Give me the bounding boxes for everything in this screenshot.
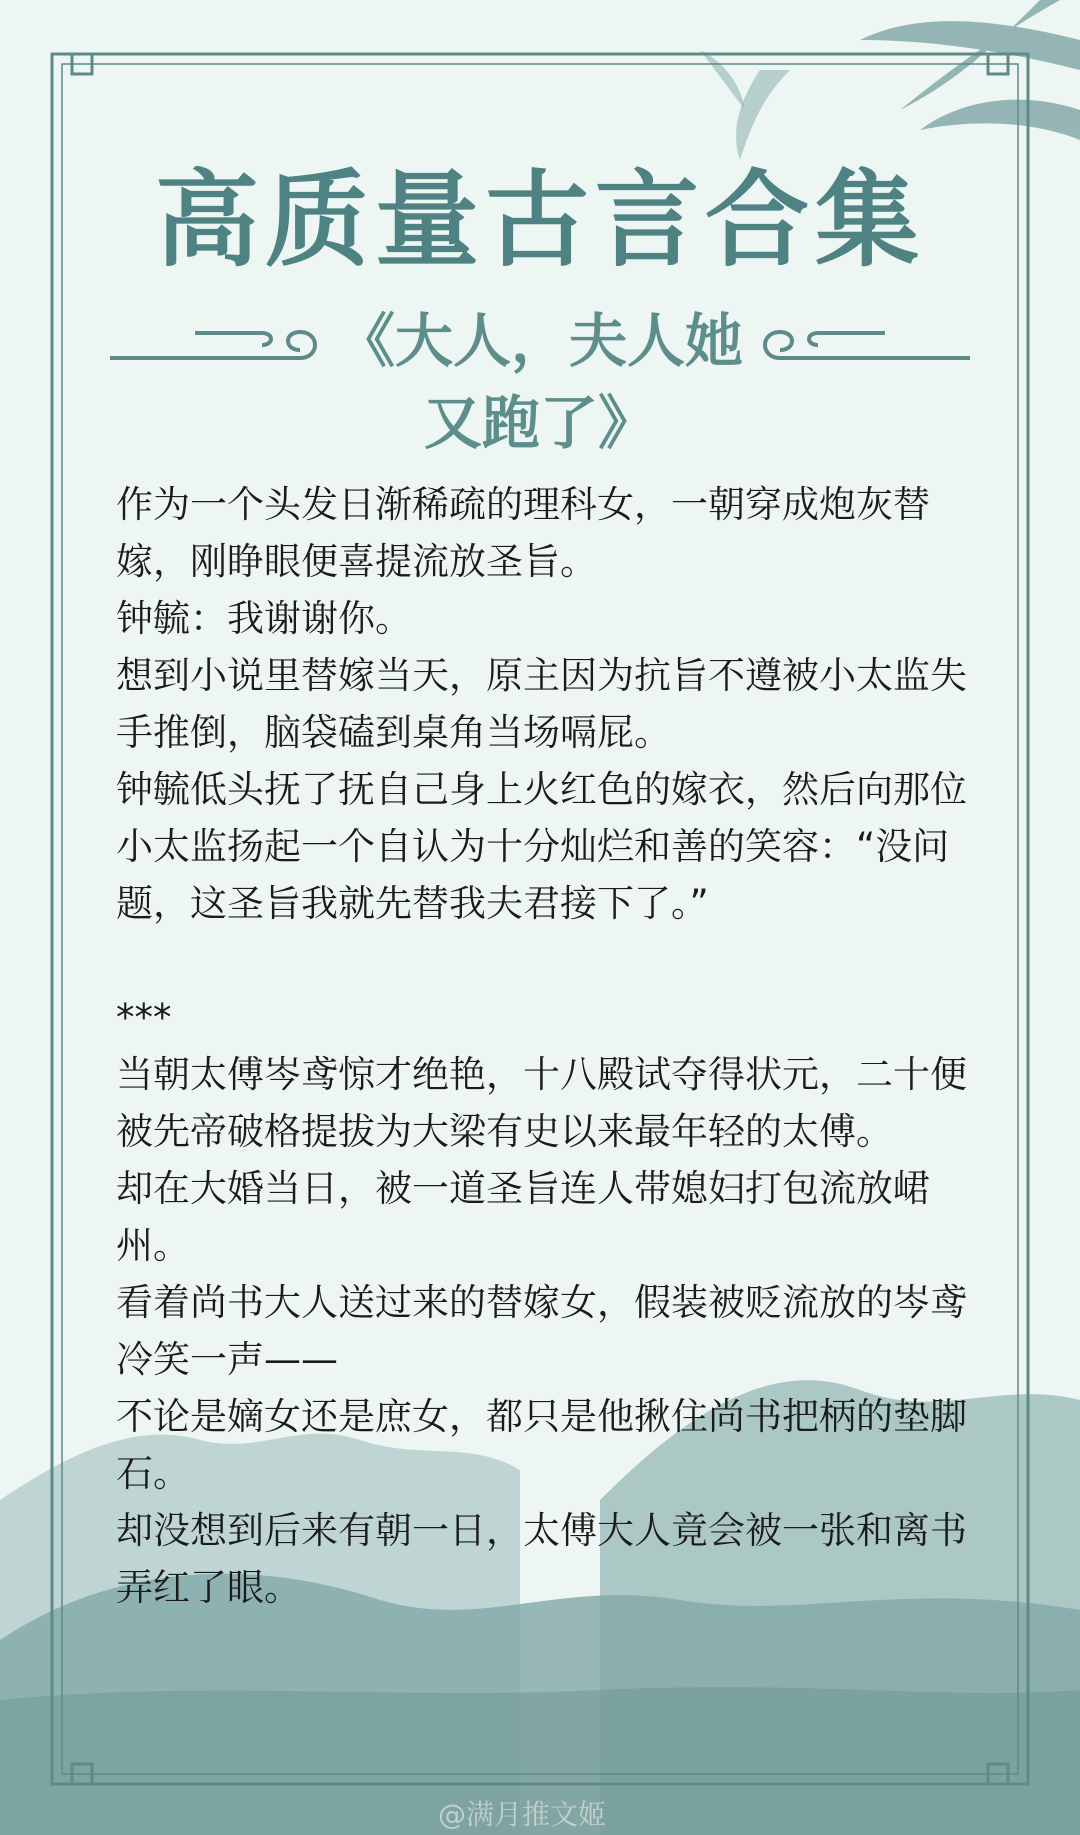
bamboo-leaves — [700, 0, 1080, 160]
synopsis-paragraph: 钟毓：我谢谢你。 — [116, 597, 412, 640]
synopsis-paragraph: 却在大婚当日，被一道圣旨连人带媳妇打包流放峮州。 — [116, 1167, 930, 1267]
synopsis-text — [116, 476, 968, 1616]
collection-title: 高质量古言合集 — [154, 159, 925, 281]
weibo-watermark: @满月推文姬 — [438, 1798, 607, 1831]
synopsis-paragraph: 看着尚书大人送过来的替嫁女，假装被贬流放的岑鸢冷笑一声—— — [116, 1281, 967, 1381]
book-title — [0, 300, 1080, 464]
book-title-line-1: 《大人，夫人她 — [336, 307, 743, 375]
synopsis-paragraph: 想到小说里替嫁当天，原主因为抗旨不遵被小太监失手推倒，脑袋磕到桌角当场嗝屁。 — [116, 654, 967, 754]
synopsis-paragraph: 不论是嫡女还是庶女，都只是他揪住尚书把柄的垫脚石。 — [116, 1395, 967, 1495]
synopsis-paragraph: 钟毓低头抚了抚自己身上火红色的嫁衣，然后向那位小太监扬起一个自认为十分灿烂和善的笑容：“没问题，这圣旨我就先替我夫君接下了。” — [116, 768, 967, 925]
synopsis-paragraph: 却没想到后来有朝一日，太傅大人竟会被一张和离书弄红了眼。 — [116, 1509, 967, 1609]
synopsis-paragraph: 作为一个头发日渐稀疏的理科女，一朝穿成炮灰替嫁，刚睁眼便喜提流放圣旨。 — [116, 483, 930, 583]
book-title-line-2: 又跑了》 — [423, 389, 656, 457]
section-separator: *** — [116, 996, 172, 1039]
blank-line — [116, 932, 968, 989]
synopsis-paragraph: 当朝太傅岑鸢惊才绝艳，十八殿试夺得状元，二十便被先帝破格提拔为大梁有史以来最年轻的太傅。 — [116, 1053, 967, 1153]
